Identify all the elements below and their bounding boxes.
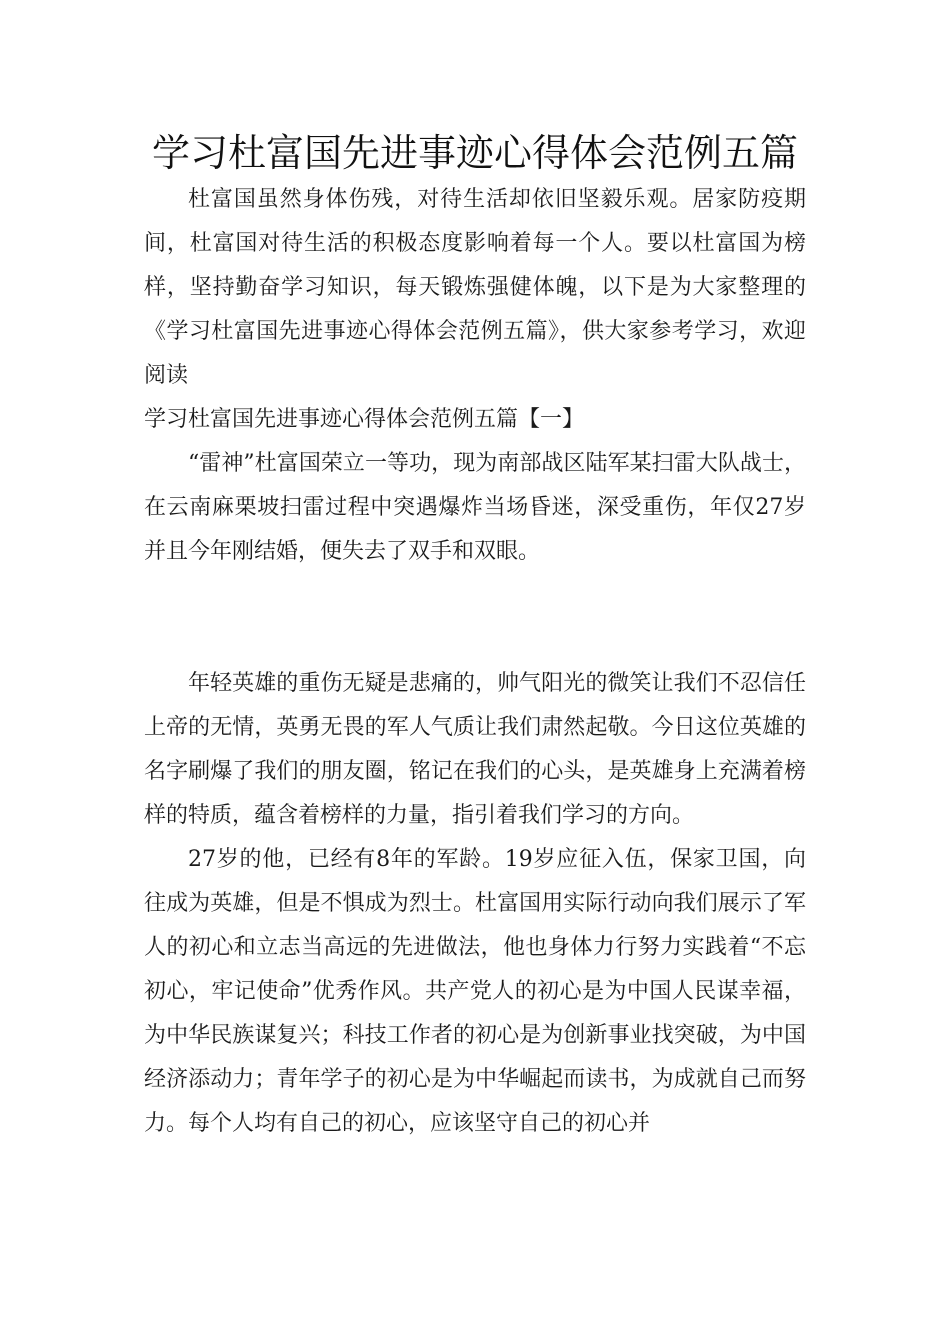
body-paragraph: “雷神”杜富国荣立一等功，现为南部战区陆军某扫雷大队战士，在云南麻栗坡扫雷过程中突遇爆炸当场昏迷，深受重伤，年仅27岁并且今年刚结婚，便失去了双手和双眼。: [144, 451, 806, 564]
document-body: [144, 178, 806, 1146]
intro-paragraph: 杜富国虽然身体伤残，对待生活却依旧坚毅乐观。居家防疫期间，杜富国对待生活的积极态度影响着每一个人。要以杜富国为榜样，坚持勤奋学习知识，每天锻炼强健体魄，以下是为大家整理的《学习杜富国先进事迹心得体会范例五篇》，供大家参考学习，欢迎阅读: [144, 187, 806, 388]
document-title: 学习杜富国先进事迹心得体会范例五篇: [151, 131, 798, 175]
body-paragraph: 年轻英雄的重伤无疑是悲痛的，帅气阳光的微笑让我们不忍信任上帝的无情，英勇无畏的军人气质让我们肃然起敬。今日这位英雄的名字刷爆了我们的朋友圈，铭记在我们的心头，是英雄身上充满着榜样的特质，蕴含着榜样的力量，指引着我们学习的方向。: [144, 671, 806, 828]
paragraph-spacer: [144, 574, 806, 662]
body-paragraph: 27岁的他，已经有8年的军龄。19岁应征入伍，保家卫国，向往成为英雄，但是不惧成为烈士。杜富国用实际行动向我们展示了军人的初心和立志当高远的先进做法，他也身体力行努力实践着“不忘初心，牢记使命”优秀作风。共产党人的初心是为中国人民谋幸福，为中华民族谋复兴；科技工作者的初心是为创新事业找突破，为中国经济添动力；青年学子的初心是为中华崛起而读书，为成就自己而努力。每个人均有自己的初心，应该坚守自己的初心并: [144, 847, 806, 1136]
section-heading: 学习杜富国先进事迹心得体会范例五篇【一】: [144, 407, 585, 432]
